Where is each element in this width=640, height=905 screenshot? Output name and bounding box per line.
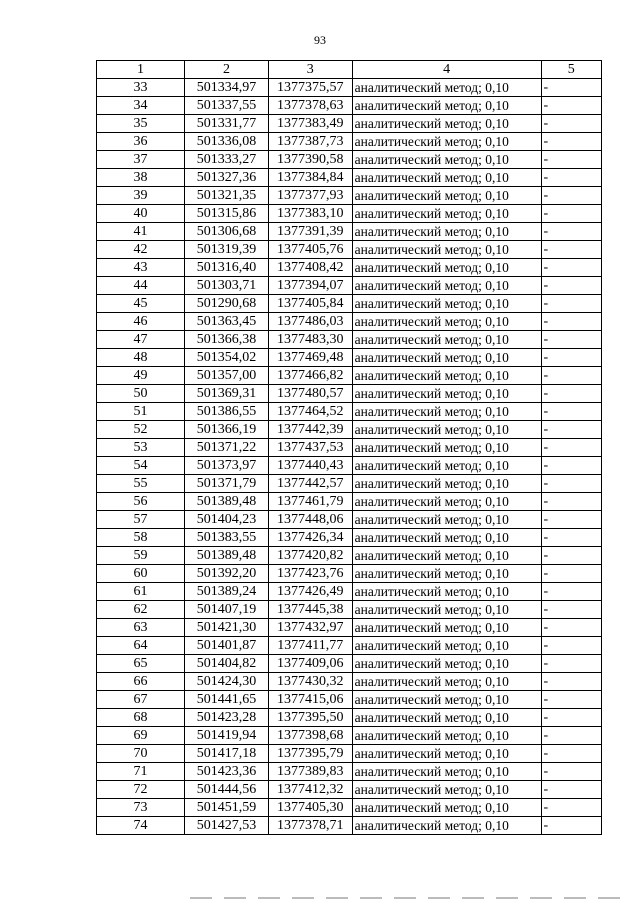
- y-coordinate-cell: 1377390,58: [268, 151, 352, 169]
- table-row: [97, 295, 602, 313]
- y-coordinate-cell: 1377405,76: [268, 241, 352, 259]
- table-header-row: [97, 61, 602, 79]
- y-coordinate-cell: 1377432,97: [268, 619, 352, 637]
- table-row: [97, 349, 602, 367]
- x-coordinate-cell: 501366,38: [185, 331, 269, 349]
- point-number-cell: 70: [97, 745, 185, 763]
- point-number-cell: 63: [97, 619, 185, 637]
- y-coordinate-cell: 1377384,84: [268, 169, 352, 187]
- method-accuracy-cell: аналитический метод; 0,10: [352, 295, 541, 313]
- x-coordinate-cell: 501337,55: [185, 97, 269, 115]
- x-coordinate-cell: 501371,79: [185, 475, 269, 493]
- x-coordinate-cell: 501321,35: [185, 187, 269, 205]
- y-coordinate-cell: 1377383,10: [268, 205, 352, 223]
- x-coordinate-cell: 501389,24: [185, 583, 269, 601]
- page-number: 93: [314, 33, 326, 47]
- method-accuracy-cell: аналитический метод; 0,10: [352, 619, 541, 637]
- y-coordinate-cell: 1377442,57: [268, 475, 352, 493]
- method-accuracy-cell: аналитический метод; 0,10: [352, 547, 541, 565]
- table-row: [97, 619, 602, 637]
- note-cell: -: [541, 475, 601, 493]
- point-number-cell: 42: [97, 241, 185, 259]
- point-number-cell: 59: [97, 547, 185, 565]
- note-cell: -: [541, 493, 601, 511]
- note-cell: -: [541, 115, 601, 133]
- x-coordinate-cell: 501423,28: [185, 709, 269, 727]
- point-number-cell: 39: [97, 187, 185, 205]
- table-row: [97, 313, 602, 331]
- y-coordinate-cell: 1377375,57: [268, 79, 352, 97]
- point-number-cell: 52: [97, 421, 185, 439]
- y-coordinate-cell: 1377423,76: [268, 565, 352, 583]
- table-row: [97, 601, 602, 619]
- method-accuracy-cell: аналитический метод; 0,10: [352, 565, 541, 583]
- x-coordinate-cell: 501319,39: [185, 241, 269, 259]
- column-header-5: 5: [541, 61, 601, 79]
- point-number-cell: 66: [97, 673, 185, 691]
- y-coordinate-cell: 1377483,30: [268, 331, 352, 349]
- table-row: [97, 565, 602, 583]
- note-cell: -: [541, 547, 601, 565]
- note-cell: -: [541, 223, 601, 241]
- note-cell: -: [541, 97, 601, 115]
- note-cell: -: [541, 133, 601, 151]
- method-accuracy-cell: аналитический метод; 0,10: [352, 763, 541, 781]
- note-cell: -: [541, 403, 601, 421]
- note-cell: -: [541, 277, 601, 295]
- table-row: [97, 97, 602, 115]
- x-coordinate-cell: 501444,56: [185, 781, 269, 799]
- note-cell: -: [541, 187, 601, 205]
- table-row: [97, 673, 602, 691]
- note-cell: -: [541, 691, 601, 709]
- point-number-cell: 44: [97, 277, 185, 295]
- x-coordinate-cell: 501404,23: [185, 511, 269, 529]
- note-cell: -: [541, 529, 601, 547]
- note-cell: -: [541, 313, 601, 331]
- x-coordinate-cell: 501389,48: [185, 493, 269, 511]
- x-coordinate-cell: 501315,86: [185, 205, 269, 223]
- table-row: [97, 547, 602, 565]
- y-coordinate-cell: 1377466,82: [268, 367, 352, 385]
- y-coordinate-cell: 1377378,63: [268, 97, 352, 115]
- table-row: [97, 79, 602, 97]
- x-coordinate-cell: 501373,97: [185, 457, 269, 475]
- x-coordinate-cell: 501336,08: [185, 133, 269, 151]
- table-row: [97, 169, 602, 187]
- table-row: [97, 583, 602, 601]
- point-number-cell: 56: [97, 493, 185, 511]
- method-accuracy-cell: аналитический метод; 0,10: [352, 223, 541, 241]
- point-number-cell: 50: [97, 385, 185, 403]
- y-coordinate-cell: 1377464,52: [268, 403, 352, 421]
- bottom-scan-artifact: [190, 897, 630, 899]
- method-accuracy-cell: аналитический метод; 0,10: [352, 277, 541, 295]
- x-coordinate-cell: 501333,27: [185, 151, 269, 169]
- y-coordinate-cell: 1377486,03: [268, 313, 352, 331]
- note-cell: -: [541, 295, 601, 313]
- y-coordinate-cell: 1377394,07: [268, 277, 352, 295]
- table-row: [97, 205, 602, 223]
- table-row: [97, 529, 602, 547]
- table-row: [97, 817, 602, 835]
- point-number-cell: 72: [97, 781, 185, 799]
- note-cell: -: [541, 781, 601, 799]
- note-cell: -: [541, 151, 601, 169]
- table-row: [97, 241, 602, 259]
- y-coordinate-cell: 1377377,93: [268, 187, 352, 205]
- x-coordinate-cell: 501451,59: [185, 799, 269, 817]
- y-coordinate-cell: 1377445,38: [268, 601, 352, 619]
- note-cell: -: [541, 511, 601, 529]
- x-coordinate-cell: 501424,30: [185, 673, 269, 691]
- note-cell: -: [541, 385, 601, 403]
- y-coordinate-cell: 1377405,30: [268, 799, 352, 817]
- table-row: [97, 511, 602, 529]
- x-coordinate-cell: 501401,87: [185, 637, 269, 655]
- column-header-4: 4: [352, 61, 541, 79]
- note-cell: -: [541, 421, 601, 439]
- method-accuracy-cell: аналитический метод; 0,10: [352, 151, 541, 169]
- method-accuracy-cell: аналитический метод; 0,10: [352, 493, 541, 511]
- table-row: [97, 709, 602, 727]
- note-cell: -: [541, 169, 601, 187]
- y-coordinate-cell: 1377412,32: [268, 781, 352, 799]
- method-accuracy-cell: аналитический метод; 0,10: [352, 367, 541, 385]
- x-coordinate-cell: 501316,40: [185, 259, 269, 277]
- method-accuracy-cell: аналитический метод; 0,10: [352, 439, 541, 457]
- y-coordinate-cell: 1377420,82: [268, 547, 352, 565]
- y-coordinate-cell: 1377395,50: [268, 709, 352, 727]
- point-number-cell: 74: [97, 817, 185, 835]
- point-number-cell: 36: [97, 133, 185, 151]
- x-coordinate-cell: 501419,94: [185, 727, 269, 745]
- table-row: [97, 403, 602, 421]
- y-coordinate-cell: 1377480,57: [268, 385, 352, 403]
- method-accuracy-cell: аналитический метод; 0,10: [352, 187, 541, 205]
- method-accuracy-cell: аналитический метод; 0,10: [352, 781, 541, 799]
- x-coordinate-cell: 501306,68: [185, 223, 269, 241]
- method-accuracy-cell: аналитический метод; 0,10: [352, 259, 541, 277]
- note-cell: -: [541, 709, 601, 727]
- point-number-cell: 54: [97, 457, 185, 475]
- point-number-cell: 60: [97, 565, 185, 583]
- table-row: [97, 223, 602, 241]
- point-number-cell: 47: [97, 331, 185, 349]
- method-accuracy-cell: аналитический метод; 0,10: [352, 709, 541, 727]
- point-number-cell: 43: [97, 259, 185, 277]
- method-accuracy-cell: аналитический метод; 0,10: [352, 745, 541, 763]
- point-number-cell: 49: [97, 367, 185, 385]
- point-number-cell: 38: [97, 169, 185, 187]
- method-accuracy-cell: аналитический метод; 0,10: [352, 511, 541, 529]
- table-row: [97, 637, 602, 655]
- method-accuracy-cell: аналитический метод; 0,10: [352, 583, 541, 601]
- method-accuracy-cell: аналитический метод; 0,10: [352, 331, 541, 349]
- table-row: [97, 439, 602, 457]
- x-coordinate-cell: 501421,30: [185, 619, 269, 637]
- method-accuracy-cell: аналитический метод; 0,10: [352, 673, 541, 691]
- point-number-cell: 62: [97, 601, 185, 619]
- x-coordinate-cell: 501354,02: [185, 349, 269, 367]
- table-row: [97, 727, 602, 745]
- table-row: [97, 421, 602, 439]
- note-cell: -: [541, 655, 601, 673]
- method-accuracy-cell: аналитический метод; 0,10: [352, 529, 541, 547]
- x-coordinate-cell: 501427,53: [185, 817, 269, 835]
- x-coordinate-cell: 501303,71: [185, 277, 269, 295]
- x-coordinate-cell: 501404,82: [185, 655, 269, 673]
- note-cell: -: [541, 259, 601, 277]
- x-coordinate-cell: 501334,97: [185, 79, 269, 97]
- point-number-cell: 65: [97, 655, 185, 673]
- table-row: [97, 277, 602, 295]
- y-coordinate-cell: 1377469,48: [268, 349, 352, 367]
- note-cell: -: [541, 673, 601, 691]
- table-row: [97, 115, 602, 133]
- x-coordinate-cell: 501331,77: [185, 115, 269, 133]
- point-number-cell: 69: [97, 727, 185, 745]
- y-coordinate-cell: 1377430,32: [268, 673, 352, 691]
- x-coordinate-cell: 501371,22: [185, 439, 269, 457]
- point-number-cell: 37: [97, 151, 185, 169]
- method-accuracy-cell: аналитический метод; 0,10: [352, 349, 541, 367]
- x-coordinate-cell: 501417,18: [185, 745, 269, 763]
- y-coordinate-cell: 1377442,39: [268, 421, 352, 439]
- x-coordinate-cell: 501441,65: [185, 691, 269, 709]
- table-row: [97, 763, 602, 781]
- point-number-cell: 53: [97, 439, 185, 457]
- method-accuracy-cell: аналитический метод; 0,10: [352, 457, 541, 475]
- note-cell: -: [541, 457, 601, 475]
- note-cell: -: [541, 727, 601, 745]
- y-coordinate-cell: 1377409,06: [268, 655, 352, 673]
- note-cell: -: [541, 601, 601, 619]
- table-body: [97, 79, 602, 835]
- table-row: [97, 799, 602, 817]
- table-row: [97, 475, 602, 493]
- y-coordinate-cell: 1377395,79: [268, 745, 352, 763]
- point-number-cell: 68: [97, 709, 185, 727]
- x-coordinate-cell: 501357,00: [185, 367, 269, 385]
- point-number-cell: 58: [97, 529, 185, 547]
- coordinates-table: [96, 60, 602, 835]
- method-accuracy-cell: аналитический метод; 0,10: [352, 169, 541, 187]
- point-number-cell: 34: [97, 97, 185, 115]
- x-coordinate-cell: 501366,19: [185, 421, 269, 439]
- y-coordinate-cell: 1377383,49: [268, 115, 352, 133]
- method-accuracy-cell: аналитический метод; 0,10: [352, 115, 541, 133]
- method-accuracy-cell: аналитический метод; 0,10: [352, 97, 541, 115]
- method-accuracy-cell: аналитический метод; 0,10: [352, 133, 541, 151]
- x-coordinate-cell: 501407,19: [185, 601, 269, 619]
- method-accuracy-cell: аналитический метод; 0,10: [352, 421, 541, 439]
- y-coordinate-cell: 1377426,49: [268, 583, 352, 601]
- y-coordinate-cell: 1377408,42: [268, 259, 352, 277]
- table-row: [97, 259, 602, 277]
- table-row: [97, 331, 602, 349]
- y-coordinate-cell: 1377448,06: [268, 511, 352, 529]
- method-accuracy-cell: аналитический метод; 0,10: [352, 403, 541, 421]
- column-header-1: 1: [97, 61, 185, 79]
- method-accuracy-cell: аналитический метод; 0,10: [352, 799, 541, 817]
- note-cell: -: [541, 745, 601, 763]
- point-number-cell: 33: [97, 79, 185, 97]
- method-accuracy-cell: аналитический метод; 0,10: [352, 385, 541, 403]
- point-number-cell: 41: [97, 223, 185, 241]
- x-coordinate-cell: 501423,36: [185, 763, 269, 781]
- table-row: [97, 745, 602, 763]
- point-number-cell: 64: [97, 637, 185, 655]
- method-accuracy-cell: аналитический метод; 0,10: [352, 205, 541, 223]
- method-accuracy-cell: аналитический метод; 0,10: [352, 601, 541, 619]
- table-row: [97, 187, 602, 205]
- y-coordinate-cell: 1377437,53: [268, 439, 352, 457]
- x-coordinate-cell: 501389,48: [185, 547, 269, 565]
- x-coordinate-cell: 501363,45: [185, 313, 269, 331]
- point-number-cell: 46: [97, 313, 185, 331]
- method-accuracy-cell: аналитический метод; 0,10: [352, 79, 541, 97]
- table-row: [97, 493, 602, 511]
- y-coordinate-cell: 1377415,06: [268, 691, 352, 709]
- point-number-cell: 45: [97, 295, 185, 313]
- column-header-3: 3: [268, 61, 352, 79]
- x-coordinate-cell: 501392,20: [185, 565, 269, 583]
- table-row: [97, 151, 602, 169]
- note-cell: -: [541, 241, 601, 259]
- table-row: [97, 655, 602, 673]
- x-coordinate-cell: 501383,55: [185, 529, 269, 547]
- note-cell: -: [541, 565, 601, 583]
- note-cell: -: [541, 799, 601, 817]
- note-cell: -: [541, 367, 601, 385]
- table-row: [97, 457, 602, 475]
- table-row: [97, 385, 602, 403]
- point-number-cell: 61: [97, 583, 185, 601]
- x-coordinate-cell: 501290,68: [185, 295, 269, 313]
- note-cell: -: [541, 205, 601, 223]
- method-accuracy-cell: аналитический метод; 0,10: [352, 691, 541, 709]
- y-coordinate-cell: 1377411,77: [268, 637, 352, 655]
- note-cell: -: [541, 439, 601, 457]
- y-coordinate-cell: 1377391,39: [268, 223, 352, 241]
- y-coordinate-cell: 1377389,83: [268, 763, 352, 781]
- x-coordinate-cell: 501369,31: [185, 385, 269, 403]
- note-cell: -: [541, 637, 601, 655]
- table-row: [97, 781, 602, 799]
- point-number-cell: 35: [97, 115, 185, 133]
- column-header-2: 2: [185, 61, 269, 79]
- y-coordinate-cell: 1377440,43: [268, 457, 352, 475]
- note-cell: -: [541, 79, 601, 97]
- y-coordinate-cell: 1377461,79: [268, 493, 352, 511]
- method-accuracy-cell: аналитический метод; 0,10: [352, 637, 541, 655]
- x-coordinate-cell: 501327,36: [185, 169, 269, 187]
- note-cell: -: [541, 763, 601, 781]
- method-accuracy-cell: аналитический метод; 0,10: [352, 817, 541, 835]
- y-coordinate-cell: 1377378,71: [268, 817, 352, 835]
- point-number-cell: 48: [97, 349, 185, 367]
- note-cell: -: [541, 817, 601, 835]
- method-accuracy-cell: аналитический метод; 0,10: [352, 655, 541, 673]
- y-coordinate-cell: 1377387,73: [268, 133, 352, 151]
- note-cell: -: [541, 331, 601, 349]
- point-number-cell: 55: [97, 475, 185, 493]
- y-coordinate-cell: 1377398,68: [268, 727, 352, 745]
- point-number-cell: 51: [97, 403, 185, 421]
- point-number-cell: 67: [97, 691, 185, 709]
- y-coordinate-cell: 1377405,84: [268, 295, 352, 313]
- y-coordinate-cell: 1377426,34: [268, 529, 352, 547]
- point-number-cell: 57: [97, 511, 185, 529]
- method-accuracy-cell: аналитический метод; 0,10: [352, 313, 541, 331]
- method-accuracy-cell: аналитический метод; 0,10: [352, 727, 541, 745]
- table-row: [97, 133, 602, 151]
- x-coordinate-cell: 501386,55: [185, 403, 269, 421]
- method-accuracy-cell: аналитический метод; 0,10: [352, 241, 541, 259]
- point-number-cell: 40: [97, 205, 185, 223]
- point-number-cell: 71: [97, 763, 185, 781]
- note-cell: -: [541, 583, 601, 601]
- table-row: [97, 367, 602, 385]
- note-cell: -: [541, 349, 601, 367]
- point-number-cell: 73: [97, 799, 185, 817]
- note-cell: -: [541, 619, 601, 637]
- method-accuracy-cell: аналитический метод; 0,10: [352, 475, 541, 493]
- table-row: [97, 691, 602, 709]
